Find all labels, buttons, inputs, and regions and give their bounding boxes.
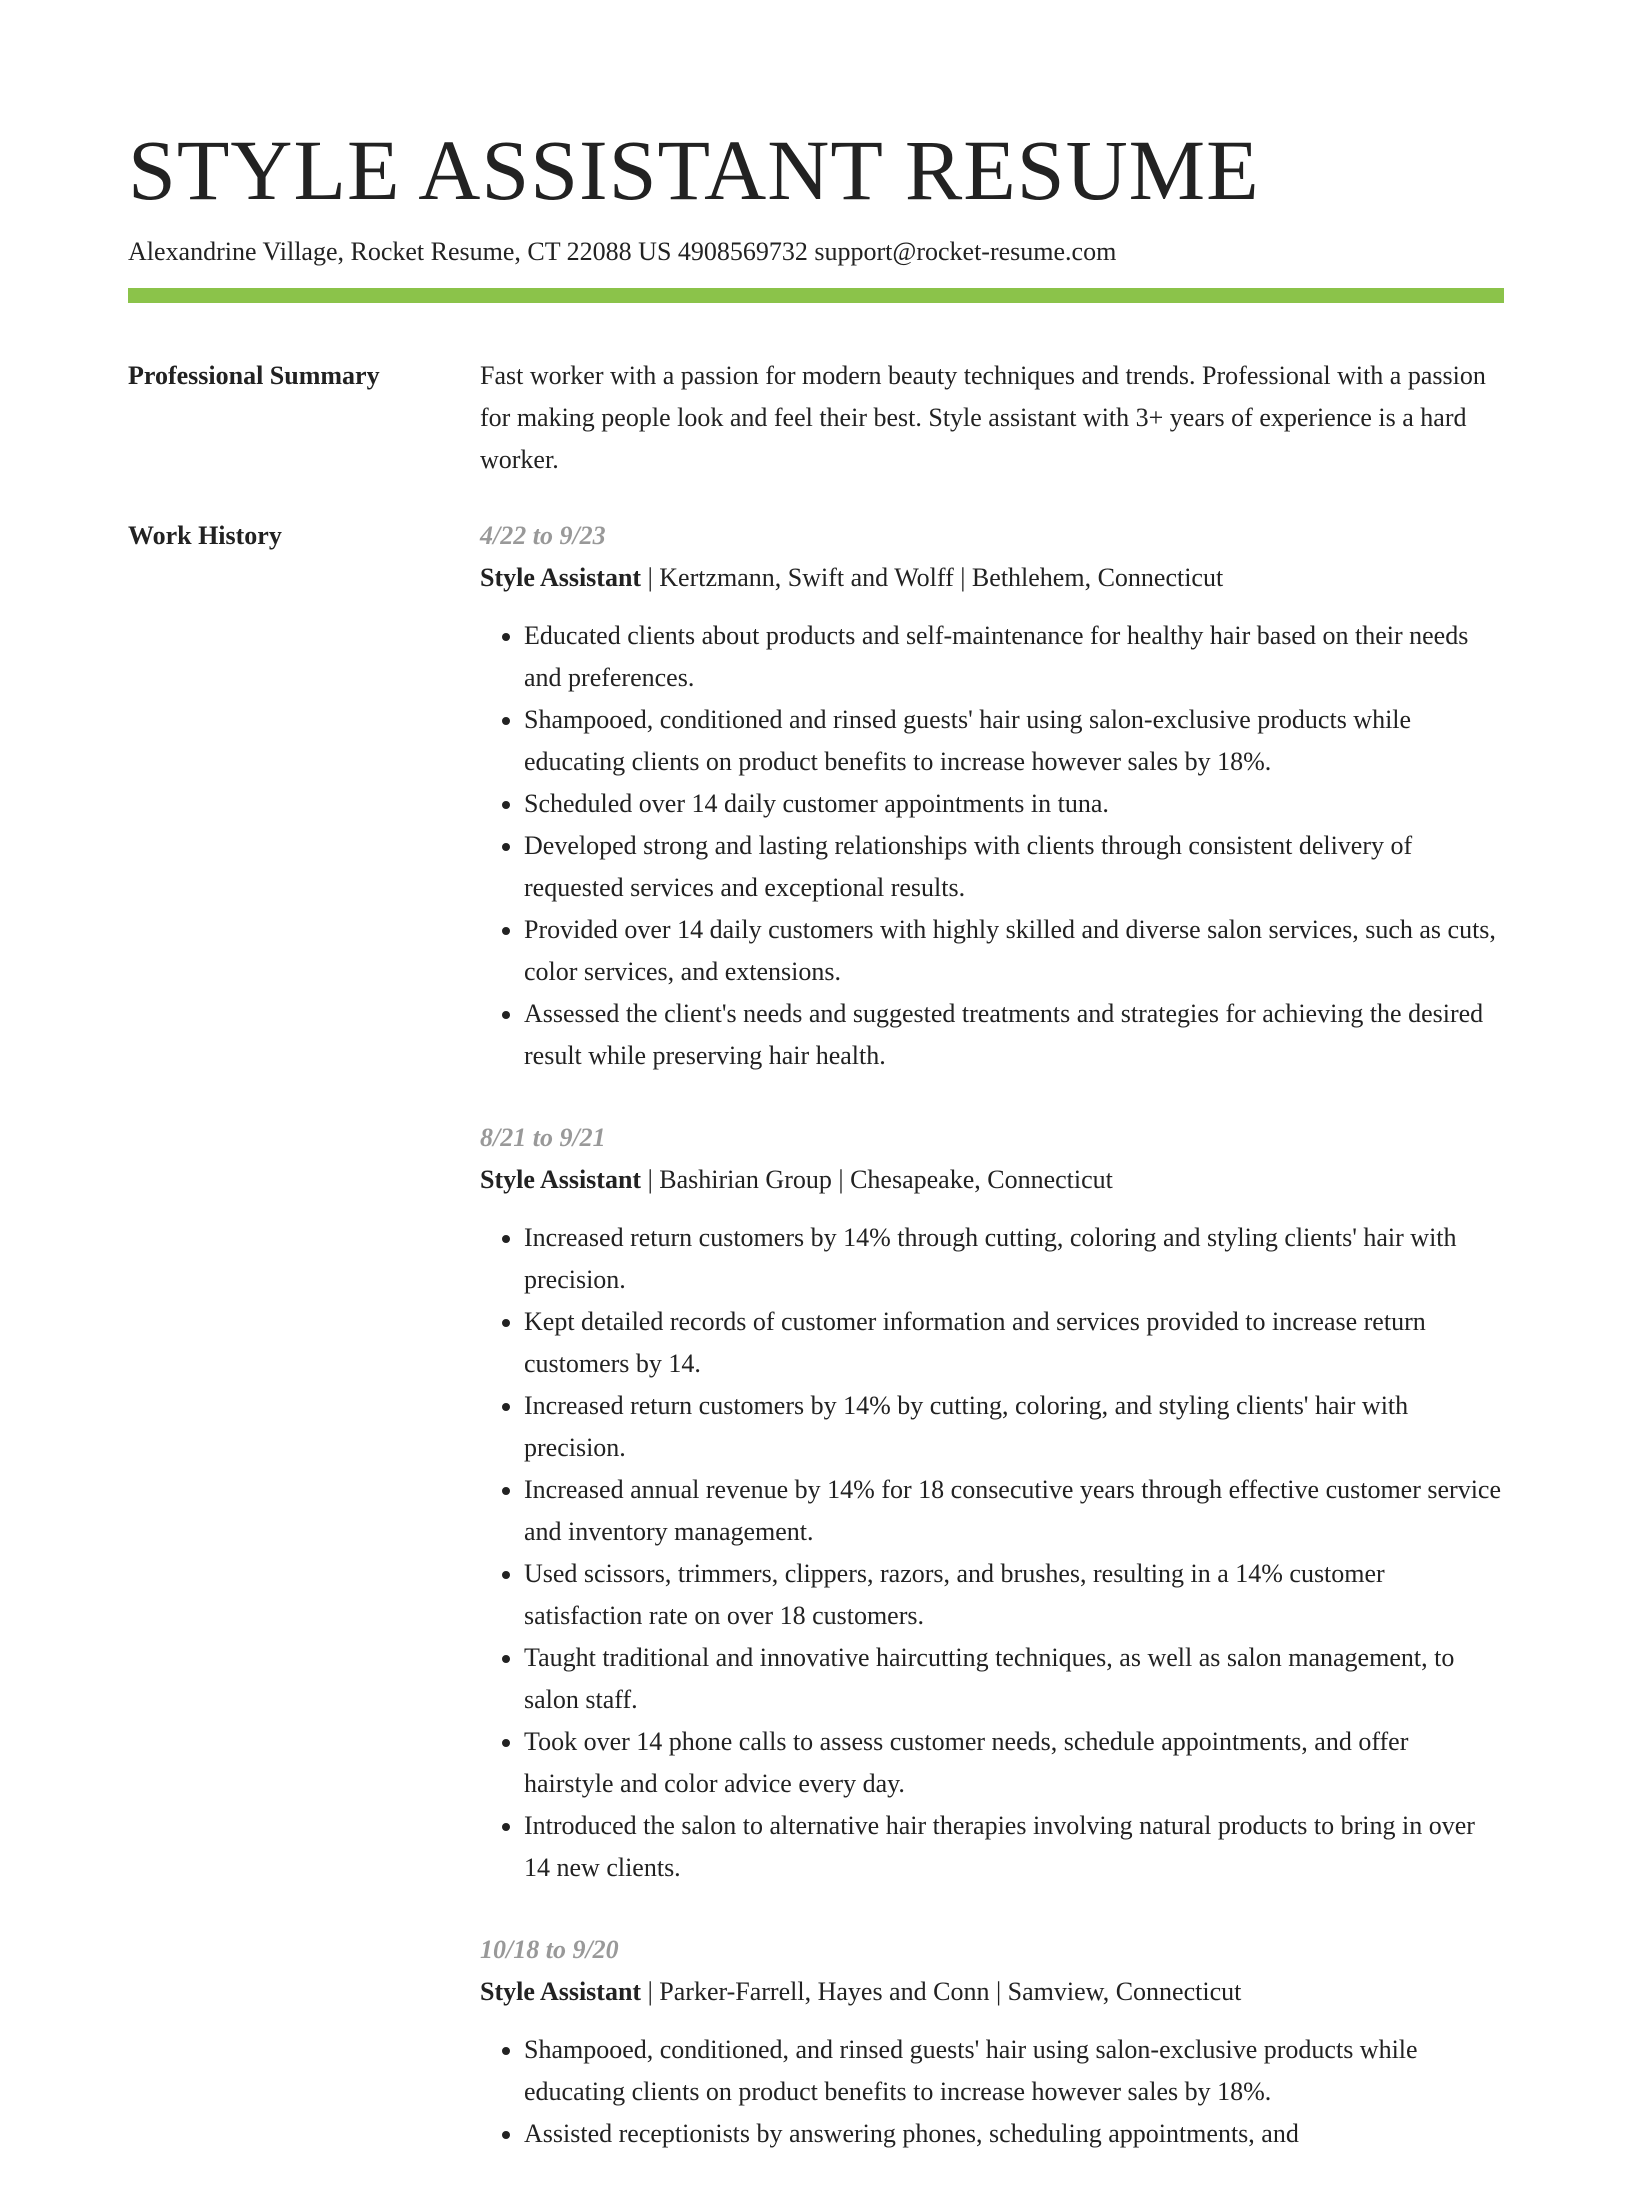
work-history-section — [128, 515, 1504, 2195]
job-bullet: • Introduced the salon to alternative hair therapies involving natural products to bring in over 14 new clients. — [524, 1805, 1504, 1889]
job-entry — [480, 1117, 1504, 1889]
job-bullet: • Kept detailed records of customer information and services provided to increase return customers by 14. — [524, 1301, 1504, 1385]
job-dates: 10/18 to 9/20 — [480, 1935, 619, 1964]
work-history-body — [480, 515, 1504, 2195]
job-bullet: • Shampooed, conditioned, and rinsed guests' hair using salon-exclusive products while educating clients on product benefits to increase however sales by 18%. — [524, 2029, 1504, 2113]
job-entry — [480, 1929, 1504, 2155]
job-bullets — [480, 1217, 1504, 1889]
job-dates: 4/22 to 9/23 — [480, 521, 606, 550]
professional-summary-section — [128, 355, 1504, 481]
resume-title: STYLE ASSISTANT RESUME — [128, 122, 1260, 218]
job-bullet: • Assessed the client's needs and suggested treatments and strategies for achieving the desired result while preserving hair health. — [524, 993, 1504, 1077]
section-label-work-history: Work History — [128, 521, 282, 550]
job-bullet: • Taught traditional and innovative haircutting techniques, as well as salon management, to salon staff. — [524, 1637, 1504, 1721]
section-label-summary: Professional Summary — [128, 361, 380, 390]
contact-info: Alexandrine Village, Rocket Resume, CT 22088 US 4908569732 support@rocket-resume.com — [128, 237, 1117, 266]
job-details: | Bashirian Group | Chesapeake, Connecticut — [641, 1165, 1113, 1194]
job-details: | Parker-Farrell, Hayes and Conn | Samview, Connecticut — [641, 1977, 1242, 2006]
summary-text: Fast worker with a passion for modern beauty techniques and trends. Professional with a passion for making people look and feel their best. Style assistant with 3+ years of experience is a hard worker. — [480, 361, 1486, 474]
job-bullet: • Used scissors, trimmers, clippers, razors, and brushes, resulting in a 14% customer satisfaction rate on over 18 customers. — [524, 1553, 1504, 1637]
job-role: Style Assistant — [480, 1977, 642, 2006]
job-bullet: • Increased return customers by 14% by cutting, coloring, and styling clients' hair with precision. — [524, 1385, 1504, 1469]
job-bullet: • Assisted receptionists by answering phones, scheduling appointments, and — [524, 2113, 1504, 2155]
job-title-line — [480, 1159, 1504, 1201]
job-role: Style Assistant — [480, 563, 642, 592]
job-title-line — [480, 1971, 1504, 2013]
job-title-line — [480, 557, 1504, 599]
job-role: Style Assistant — [480, 1165, 642, 1194]
job-entry — [480, 515, 1504, 1077]
job-bullet: • Provided over 14 daily customers with highly skilled and diverse salon services, such as cuts, color services, and extensions. — [524, 909, 1504, 993]
job-dates: 8/21 to 9/21 — [480, 1123, 606, 1152]
job-bullet: • Increased return customers by 14% through cutting, coloring and styling clients' hair with precision. — [524, 1217, 1504, 1301]
job-bullet: • Took over 14 phone calls to assess customer needs, schedule appointments, and offer hairstyle and color advice every day. — [524, 1721, 1504, 1805]
job-details: | Kertzmann, Swift and Wolff | Bethlehem, Connecticut — [641, 563, 1224, 592]
accent-divider — [128, 288, 1504, 303]
job-bullet: • Increased annual revenue by 14% for 18 consecutive years through effective customer service and inventory management. — [524, 1469, 1504, 1553]
job-bullet: • Educated clients about products and self-maintenance for healthy hair based on their needs and preferences. — [524, 615, 1504, 699]
job-bullet: • Developed strong and lasting relationships with clients through consistent delivery of requested services and exceptional results. — [524, 825, 1504, 909]
job-bullet: • Shampooed, conditioned and rinsed guests' hair using salon-exclusive products while educating clients on product benefits to increase however sales by 18%. — [524, 699, 1504, 783]
job-bullets — [480, 2029, 1504, 2155]
summary-body — [480, 355, 1504, 481]
job-bullet: • Scheduled over 14 daily customer appointments in tuna. — [524, 783, 1504, 825]
job-bullets — [480, 615, 1504, 1077]
resume-page — [128, 120, 1504, 2195]
